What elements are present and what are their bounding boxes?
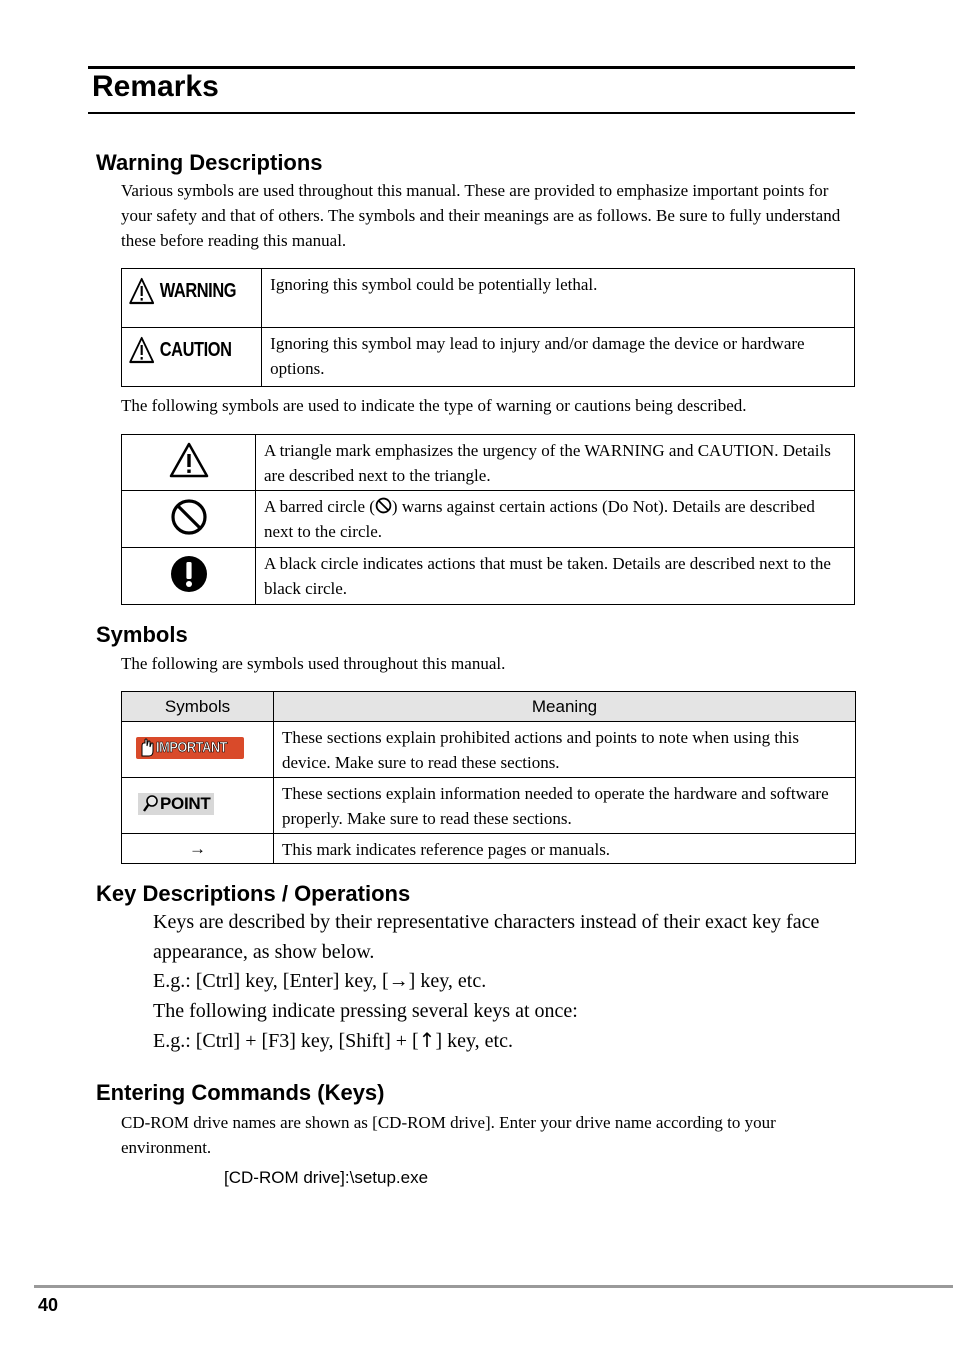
signal-row-caution xyxy=(122,328,855,387)
signal-row-warning xyxy=(122,269,855,328)
important-badge-icon: IMPORTANT xyxy=(136,737,244,759)
type-row-triangle xyxy=(122,435,855,491)
point-badge-icon: POINT xyxy=(138,793,214,815)
symbols-intro: The following are symbols used throughout this manual. xyxy=(121,654,506,673)
warning-label: WARNING xyxy=(159,279,237,302)
key-descriptions-heading: Key Descriptions / Operations xyxy=(96,881,411,906)
warning-descriptions-heading: Warning Descriptions xyxy=(96,150,323,175)
warning-triangle-icon xyxy=(129,277,155,305)
keys-line-1: Keys are described by their representative characters instead of their exact key face appearance, as show below. xyxy=(153,911,820,963)
keys-line-4: E.g.: [Ctrl] + [F3] key, [Shift] + [↑] key, etc. xyxy=(153,1028,513,1052)
footer-rule xyxy=(34,1285,953,1288)
caution-label: CAUTION xyxy=(159,338,232,361)
triangle-description: A triangle mark emphasizes the urgency of the WARNING and CAUTION. Details are described next to the triangle. xyxy=(256,435,855,491)
arrow-icon: → xyxy=(122,834,274,864)
page-number: 40 xyxy=(38,1295,59,1315)
keys-line-2: E.g.: [Ctrl] key, [Enter] key, [→] key, etc. xyxy=(153,970,487,992)
prohibited-description: A barred circle ( ) warns against certain actions (Do Not). Details are described next to the circle. xyxy=(256,491,855,548)
commands-text: CD-ROM drive names are shown as [CD-ROM drive]. Enter your drive name according to your environment. xyxy=(121,1113,776,1157)
meaning-column-header: Meaning xyxy=(274,692,856,722)
symbols-column-header: Symbols xyxy=(122,692,274,722)
prohibited-circle-icon xyxy=(375,497,392,514)
symbols-heading: Symbols xyxy=(96,622,188,647)
page-title: Remarks xyxy=(92,70,219,103)
symbols-row-point xyxy=(122,778,856,834)
type-row-exclamation xyxy=(122,548,855,605)
arrow-meaning: This mark indicates reference pages or manuals. xyxy=(274,834,856,864)
warning-description: Ignoring this symbol could be potentially lethal. xyxy=(262,269,855,328)
key-descriptions-body xyxy=(153,908,853,1057)
symbols-row-important xyxy=(122,722,856,778)
caution-description: Ignoring this symbol may lead to injury and/or damage the device or hardware options. xyxy=(262,328,855,387)
command-example: [CD-ROM drive]:\setup.exe xyxy=(224,1168,429,1187)
symbols-table xyxy=(121,691,856,864)
warning-triangle-icon xyxy=(169,442,209,478)
types-intro: The following symbols are used to indicate the type of warning or cautions being described. xyxy=(121,396,747,415)
warning-intro: Various symbols are used throughout this manual. These are provided to emphasize important points for your safety and that of others. The symbols and their meanings are as follows. Be sure to fully understand these before reading this manual. xyxy=(121,181,841,250)
prohibited-circle-icon xyxy=(170,498,208,536)
exclamation-description: A black circle indicates actions that must be taken. Details are described next to the black circle. xyxy=(256,548,855,605)
important-meaning: These sections explain prohibited actions and points to note when using this device. Make sure to read these sections. xyxy=(274,722,856,778)
entering-commands-heading: Entering Commands (Keys) xyxy=(96,1080,385,1105)
exclamation-circle-icon xyxy=(170,555,208,593)
point-meaning: These sections explain information needed to operate the hardware and software properly. Make sure to read these sections. xyxy=(274,778,856,834)
symbols-row-arrow xyxy=(122,834,856,864)
signal-word-table xyxy=(121,268,855,387)
up-arrow-icon: ↑ xyxy=(418,1028,436,1052)
warning-triangle-icon xyxy=(129,336,155,364)
warning-types-table xyxy=(121,434,855,605)
type-row-prohibited xyxy=(122,491,855,548)
keys-line-3: The following indicate pressing several keys at once: xyxy=(153,999,578,1022)
symbols-table-header xyxy=(122,692,856,722)
title-rule xyxy=(88,112,855,114)
